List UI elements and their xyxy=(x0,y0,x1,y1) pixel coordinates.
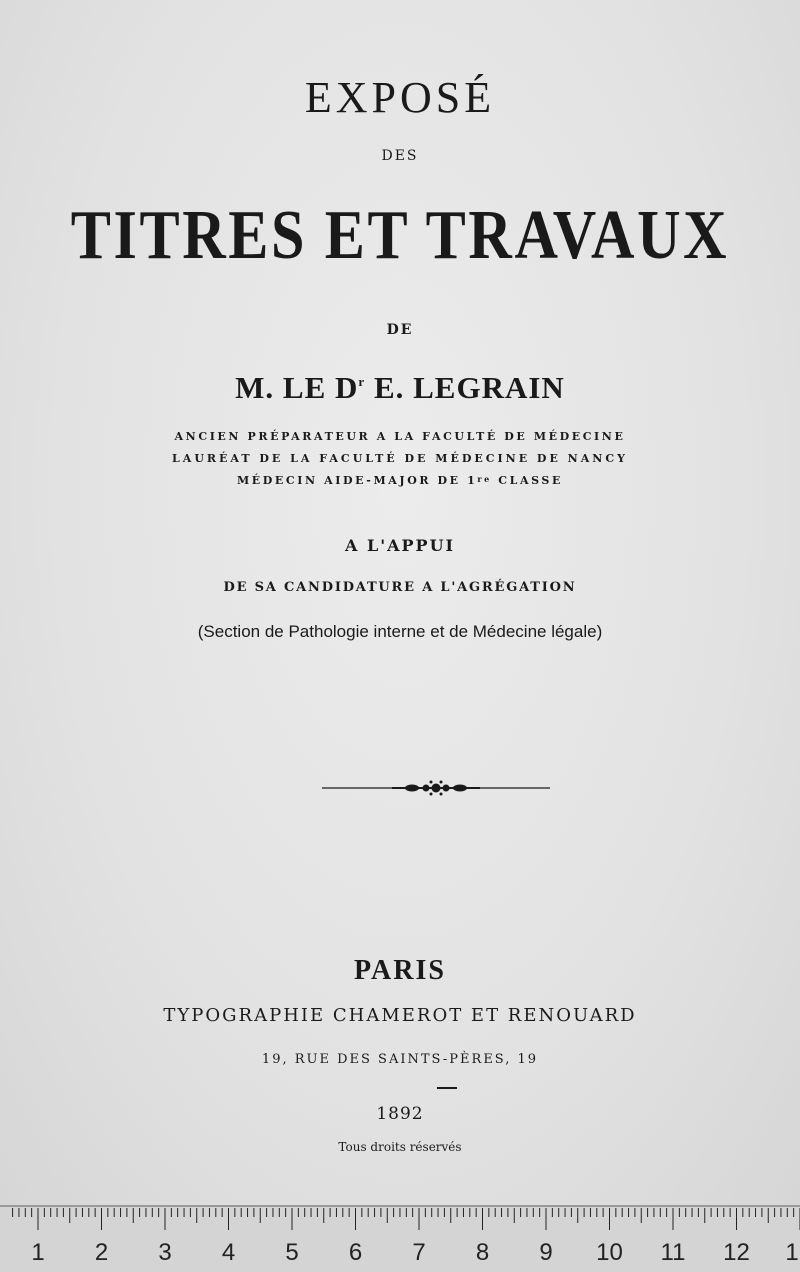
publisher-city: PARIS xyxy=(354,955,446,986)
main-title: TITRES ET TRAVAUX xyxy=(70,197,730,274)
ruler-label: 9 xyxy=(539,1239,553,1266)
ruler-label: 8 xyxy=(475,1239,490,1266)
ruler-label: 11 xyxy=(660,1239,686,1266)
title: EXPOSÉ xyxy=(304,73,496,122)
ruler-label: 10 xyxy=(596,1239,623,1266)
credential-line-1: ANCIEN PRÉPARATEUR A LA FACULTÉ DE MÉDECINE xyxy=(174,430,626,443)
ornament-divider xyxy=(322,778,550,798)
author-name: E. LEGRAIN xyxy=(365,370,565,405)
ruler-label: 4 xyxy=(221,1239,236,1266)
measurement-ruler xyxy=(0,1205,800,1272)
publication-year: 1892 xyxy=(376,1104,424,1124)
ruler-label: 7 xyxy=(412,1239,426,1266)
ruler-label: 12 xyxy=(723,1239,750,1266)
author-line xyxy=(0,370,800,406)
candidacy-line: DE SA CANDIDATURE A L'AGRÉGATION xyxy=(223,580,577,595)
author-prefix: M. LE D xyxy=(235,370,359,405)
rights-notice: Tous droits réservés xyxy=(338,1140,462,1154)
ruler-label: 6 xyxy=(348,1239,363,1266)
credential-line-3 xyxy=(0,474,800,487)
credential-3-sup: re xyxy=(477,474,492,484)
ruler-label: 1 xyxy=(31,1239,45,1266)
ruler-label: 2 xyxy=(94,1239,109,1266)
section-line: (Section de Pathologie interne et de Médecine légale) xyxy=(197,622,603,641)
ruler-label: 5 xyxy=(285,1239,299,1266)
ruler-label: 1 xyxy=(785,1239,799,1266)
credential-3-prefix: MÉDECIN AIDE-MAJOR DE 1 xyxy=(237,474,478,487)
author-connector: DE xyxy=(386,322,414,338)
support-line: A L'APPUI xyxy=(344,536,456,555)
printer-address: 19, RUE DES SAINTS-PÈRES, 19 xyxy=(261,1052,539,1067)
author-sup: r xyxy=(358,374,366,389)
ruler-label: 3 xyxy=(158,1239,172,1266)
title-connector: DES xyxy=(381,148,419,164)
credential-3-suffix: CLASSE xyxy=(491,474,563,487)
credential-line-2: LAURÉAT DE LA FACULTÉ DE MÉDECINE DE NANCY xyxy=(172,452,628,465)
separator-dash xyxy=(437,1087,457,1089)
printer-name: TYPOGRAPHIE CHAMEROT ET RENOUARD xyxy=(163,1005,637,1026)
